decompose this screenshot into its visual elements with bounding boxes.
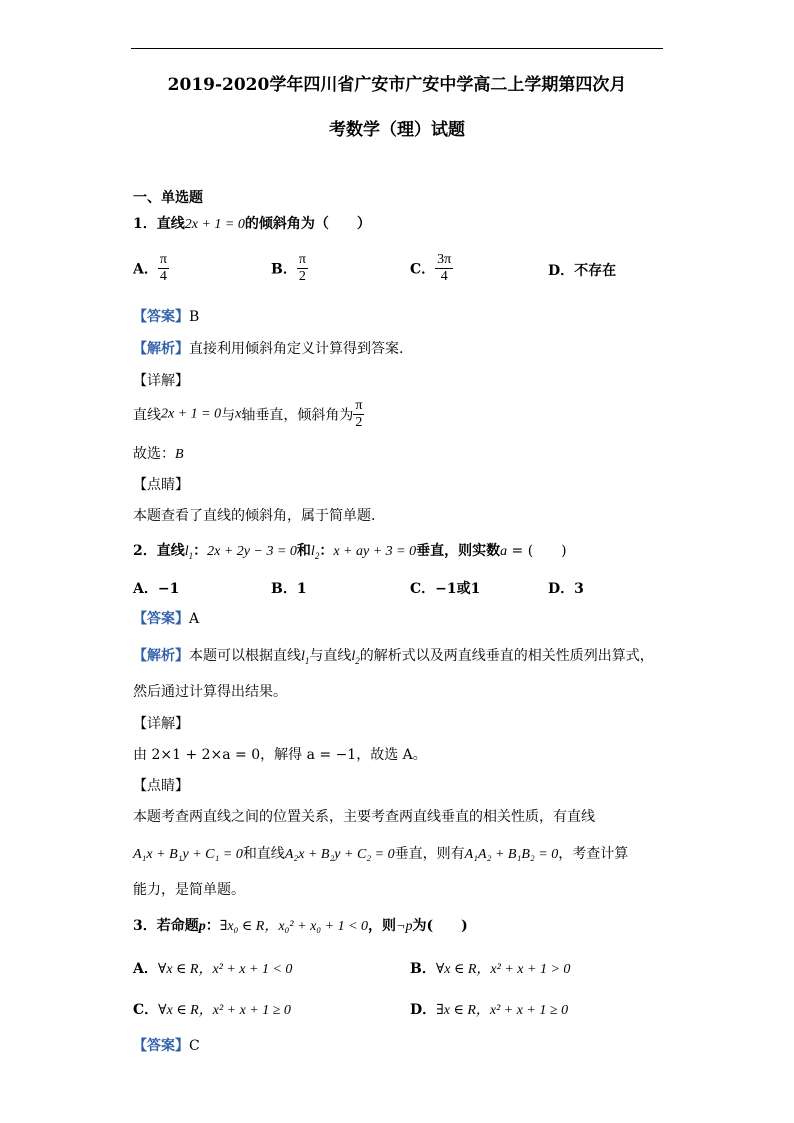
q1-comment-label: 【点睛】 xyxy=(133,477,189,493)
q2-l2-sub: 2 xyxy=(314,550,320,561)
section-heading: 一、单选题 xyxy=(133,190,203,206)
q1-detail-math: 2x + 1 = 0 xyxy=(161,406,222,422)
q3-option-a xyxy=(133,958,292,978)
q3-option-b xyxy=(410,958,570,978)
q2-answer-value: A xyxy=(189,611,200,627)
q3-stem xyxy=(133,915,468,935)
q1-stem-text-b: 的倾斜角为（ ） xyxy=(244,216,371,232)
q2-comment-tail: ，考查计算 xyxy=(558,846,629,862)
q3-stem-text-b: ： xyxy=(205,918,220,934)
q2-detail: 由 2×1 + 2×a = 0，解得 a = −1，故选 A。 xyxy=(133,747,427,763)
q3-option-a-text: ∀x ∈ R，x² + x + 1 < 0 xyxy=(157,962,293,977)
q2-analysis-c: 的解析式以及两直线垂直的相关性质列出算式， xyxy=(359,648,654,664)
q2-option-b: B．1 xyxy=(271,581,307,597)
q1-option-c-numerator: 3π xyxy=(437,252,452,267)
answer-label: 【答案】 xyxy=(133,309,189,325)
answer-label: 【答案】 xyxy=(133,611,189,627)
q1-stem-text-a: 直线 xyxy=(156,216,185,232)
q1-option-a-fraction xyxy=(158,252,169,285)
analysis-label: 【解析】 xyxy=(133,341,189,357)
q3-option-b-text: ∀x ∈ R，x² + x + 1 > 0 xyxy=(435,962,571,977)
q2-detail-label: 【详解】 xyxy=(133,716,189,732)
q2-comment-eq3: A₁A₂ + B₁B₂ = 0 xyxy=(464,847,559,862)
q1-option-c-label: C． xyxy=(410,261,436,278)
q2-stem-text-a: 直线 xyxy=(156,543,185,559)
q1-analysis xyxy=(133,338,403,358)
q2-analysis-b: 与直线 xyxy=(309,648,352,664)
q1-option-b xyxy=(271,252,308,285)
q2-l1 xyxy=(185,544,193,559)
q2-option-c: C．−1或1 xyxy=(410,581,481,597)
q3-option-c-label: C． xyxy=(133,1002,159,1018)
title-line-1: 2019-2020学年四川省广安市广安中学高二上学期第四次月 xyxy=(167,75,627,95)
q3-stem-text-c: ，则 xyxy=(368,918,397,934)
q3-option-c-text: ∀x ∈ R，x² + x + 1 ≥ 0 xyxy=(158,1003,291,1018)
q2-comment-eq2: A₂x + B₂y + C₂ = 0 xyxy=(284,847,395,862)
q2-analysis xyxy=(133,645,654,666)
q2-stem xyxy=(133,540,567,561)
q2-stem-text-b: 垂直，则实数 xyxy=(416,543,501,559)
q1-detail-numerator: π xyxy=(355,398,363,413)
q2-colon-2: ： xyxy=(319,543,334,559)
q2-var-a: a xyxy=(500,544,508,559)
q1-detail-fraction xyxy=(353,398,364,431)
q3-option-c xyxy=(133,999,291,1019)
q2-analysis-l2 xyxy=(351,649,359,664)
q1-option-c xyxy=(410,252,453,285)
q1-option-a xyxy=(133,252,169,285)
q1-option-b-label: B． xyxy=(271,261,297,278)
q1-choose xyxy=(133,443,184,463)
q3-option-d xyxy=(410,999,568,1019)
q1-detail-text-c: 轴垂直，倾斜角为 xyxy=(241,407,354,424)
q3-option-d-label: D． xyxy=(410,1002,437,1018)
q1-option-b-denominator: 2 xyxy=(298,269,306,284)
q2-analysis-l1-sub: 1 xyxy=(304,655,310,666)
q2-comment-and: 和直线 xyxy=(242,846,285,862)
q1-option-d-label: D． xyxy=(548,263,575,279)
q2-analysis-a: 本题可以根据直线 xyxy=(189,648,301,664)
q2-l1-sub: 1 xyxy=(188,550,194,561)
q2-analysis-l2-sub: 2 xyxy=(355,655,360,666)
q2-eq1: 2x + 2y − 3 = 0 xyxy=(207,544,297,559)
q2-comment-label: 【点睛】 xyxy=(133,778,189,794)
q1-option-c-denominator: 4 xyxy=(440,269,448,284)
header-rule xyxy=(131,48,663,49)
q2-answer xyxy=(133,608,199,628)
answer-label: 【答案】 xyxy=(133,1038,189,1054)
q1-choose-value: B xyxy=(175,447,184,462)
q2-l2-letter: l xyxy=(310,544,315,559)
q1-answer xyxy=(133,306,199,326)
q3-stem-math: ∃x₀ ∈ R，x₀² + x₀ + 1 < 0 xyxy=(219,919,369,934)
q1-detail-denominator: 2 xyxy=(355,415,363,430)
q3-option-a-label: A． xyxy=(133,961,158,977)
q1-detail-label: 【详解】 xyxy=(133,373,189,389)
q1-choose-text: 故选： xyxy=(133,446,175,462)
q3-answer xyxy=(133,1035,200,1055)
q2-option-d: D．3 xyxy=(548,581,584,597)
q1-option-c-fraction xyxy=(435,252,453,285)
analysis-label: 【解析】 xyxy=(133,648,189,664)
q1-stem xyxy=(133,213,371,233)
q2-comment-line-1: 本题考查两直线之间的位置关系，主要考查两直线垂直的相关性质，有直线 xyxy=(133,809,595,825)
q1-comment: 本题查看了直线的倾斜角，属于简单题. xyxy=(133,508,376,524)
q3-number: 3． xyxy=(133,918,157,934)
q1-stem-math: 2x + 1 = 0 xyxy=(184,217,245,232)
q2-and: 和 xyxy=(296,543,311,559)
q1-option-d-text: 不存在 xyxy=(574,263,617,279)
title-line-2: 考数学（理）试题 xyxy=(329,120,465,140)
q1-detail-text-b: 与 xyxy=(221,407,236,424)
q1-option-a-label: A． xyxy=(133,261,158,278)
q2-comment-perp: 垂直，则有 xyxy=(394,846,465,862)
q1-detail-x: x xyxy=(235,406,242,422)
q1-number: 1． xyxy=(133,216,157,232)
q2-comment-line-2 xyxy=(133,843,628,863)
q3-neg-p: ¬p xyxy=(396,919,413,934)
q2-option-a: A．−1 xyxy=(133,581,180,597)
q2-colon-1: ： xyxy=(193,543,208,559)
q1-answer-value: B xyxy=(189,309,200,325)
q1-analysis-text: 直接利用倾斜角定义计算得到答案. xyxy=(189,341,404,357)
q3-p: p xyxy=(198,919,206,934)
q3-answer-value: C xyxy=(189,1038,200,1054)
q1-option-a-numerator: π xyxy=(159,252,167,267)
q1-option-d xyxy=(548,260,616,280)
q1-detail-text-a: 直线 xyxy=(133,407,161,424)
q3-stem-text-d: 为( ) xyxy=(412,918,468,934)
q2-comment-line-3: 能力，是简单题。 xyxy=(133,882,245,898)
q1-option-a-denominator: 4 xyxy=(159,269,167,284)
q2-analysis-l1-letter: l xyxy=(301,649,305,664)
q2-analysis-l2-letter: l xyxy=(351,649,356,664)
q2-number: 2． xyxy=(133,543,157,559)
q3-stem-text-a: 若命题 xyxy=(156,918,199,934)
q1-option-b-fraction xyxy=(297,252,308,285)
q1-option-b-numerator: π xyxy=(298,252,306,267)
q1-detail xyxy=(133,398,364,431)
q3-option-d-text: ∃x ∈ R，x² + x + 1 ≥ 0 xyxy=(436,1003,569,1018)
q2-stem-text-c: = ( ) xyxy=(507,543,567,559)
q2-analysis-line-2: 然后通过计算得出结果。 xyxy=(133,684,287,700)
q2-comment-eq1: A₁x + B₁y + C₁ = 0 xyxy=(133,847,243,862)
q2-eq2: x + ay + 3 = 0 xyxy=(333,544,417,559)
q2-l1-letter: l xyxy=(184,544,189,559)
q3-option-b-label: B． xyxy=(410,961,436,977)
